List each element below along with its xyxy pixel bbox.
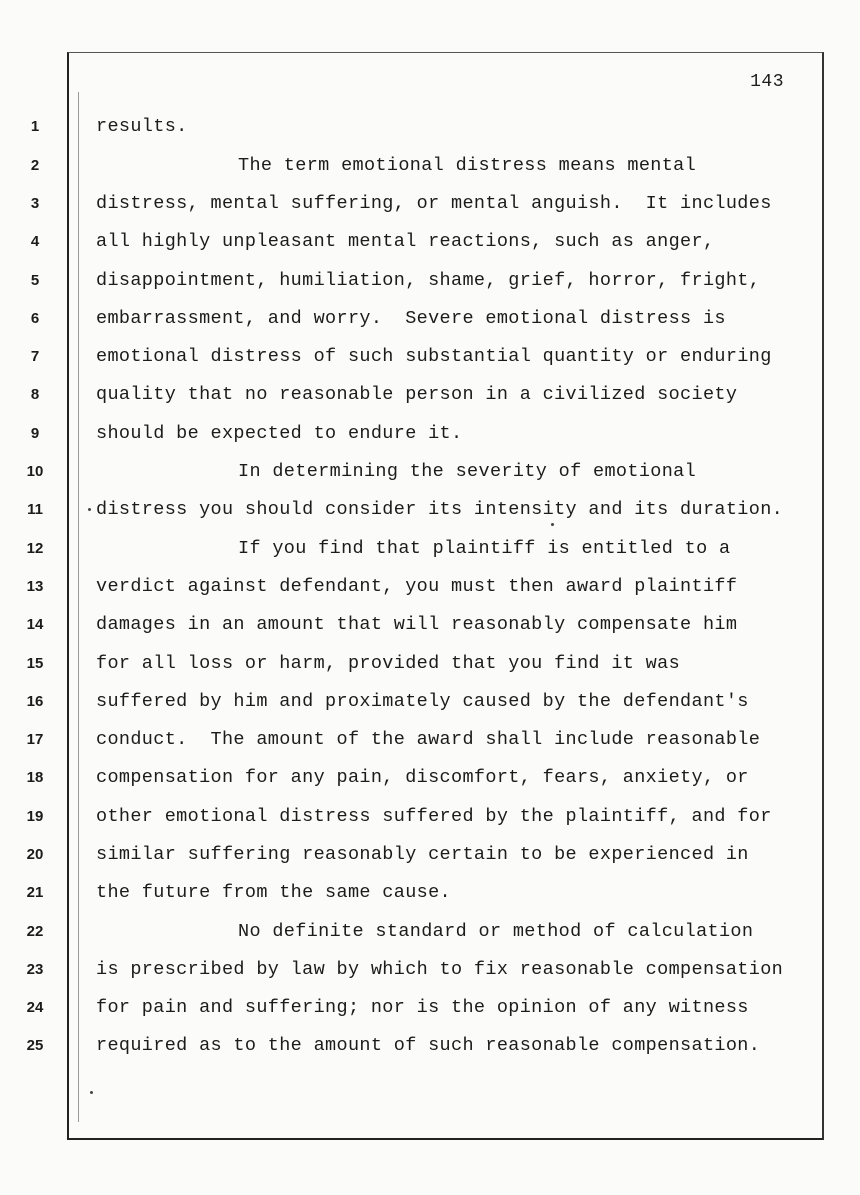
line-number: 22 [26,923,44,940]
transcript-line: all highly unpleasant mental reactions, such as anger, [96,231,715,252]
stray-mark [90,1091,93,1094]
transcript-line: similar suffering reasonably certain to be experienced in [96,844,749,865]
line-number: 5 [30,272,40,289]
transcript-line: compensation for any pain, discomfort, fears, anxiety, or [96,767,749,788]
transcript-line: verdict against defendant, you must then award plaintiff [96,576,738,597]
line-number: 7 [30,348,40,365]
transcript-line: No definite standard or method of calculation [238,921,754,942]
line-number: 3 [30,195,40,212]
line-number: 4 [30,233,40,250]
transcript-line: embarrassment, and worry. Severe emotional distress is [96,308,726,329]
line-number: 24 [26,999,44,1016]
line-number: 10 [26,463,44,480]
line-number: 15 [26,655,44,672]
line-number: 12 [26,540,44,557]
transcript-line: damages in an amount that will reasonably compensate him [96,614,738,635]
line-number: 17 [26,731,44,748]
transcript-line: for all loss or harm, provided that you find it was [96,653,681,674]
line-number: 20 [26,846,44,863]
transcript-line: results. [96,116,188,137]
line-number: 19 [26,808,44,825]
transcript-line: emotional distress of such substantial quantity or enduring [96,346,772,367]
transcript-line: is prescribed by law by which to fix reasonable compensation [96,959,784,980]
line-number: 14 [26,616,44,633]
transcript-line: suffered by him and proximately caused by the defendant's [96,691,749,712]
line-number: 23 [26,961,44,978]
line-number: 2 [30,157,40,174]
transcript-line: In determining the severity of emotional [238,461,697,482]
line-number: 25 [26,1037,44,1054]
line-number: 6 [30,310,40,327]
margin-rule [78,92,79,1122]
line-number: 13 [26,578,44,595]
transcript-line: required as to the amount of such reasonable compensation. [96,1035,761,1056]
line-number: 21 [26,884,44,901]
transcript-line: quality that no reasonable person in a civilized society [96,384,738,405]
line-number: 8 [30,386,40,403]
transcript-line: other emotional distress suffered by the plaintiff, and for [96,806,772,827]
line-number: 16 [26,693,44,710]
stray-mark [551,523,554,526]
transcript-line: conduct. The amount of the award shall include reasonable [96,729,761,750]
transcript-line: distress, mental suffering, or mental anguish. It includes [96,193,772,214]
line-number: 18 [26,769,44,786]
page-number: 143 [750,72,784,92]
transcript-line: distress you should consider its intensity and its duration. [96,499,784,520]
stray-mark [88,508,91,511]
transcript-line: should be expected to endure it. [96,423,463,444]
line-number: 11 [27,501,43,518]
transcript-line: The term emotional distress means mental [238,155,697,176]
line-number: 1 [30,118,40,135]
transcript-line: for pain and suffering; nor is the opinion of any witness [96,997,749,1018]
transcript-line: If you find that plaintiff is entitled to a [238,538,731,559]
transcript-line: the future from the same cause. [96,882,452,903]
transcript-line: disappointment, humiliation, shame, grief, horror, fright, [96,270,761,291]
line-number: 9 [30,425,40,442]
